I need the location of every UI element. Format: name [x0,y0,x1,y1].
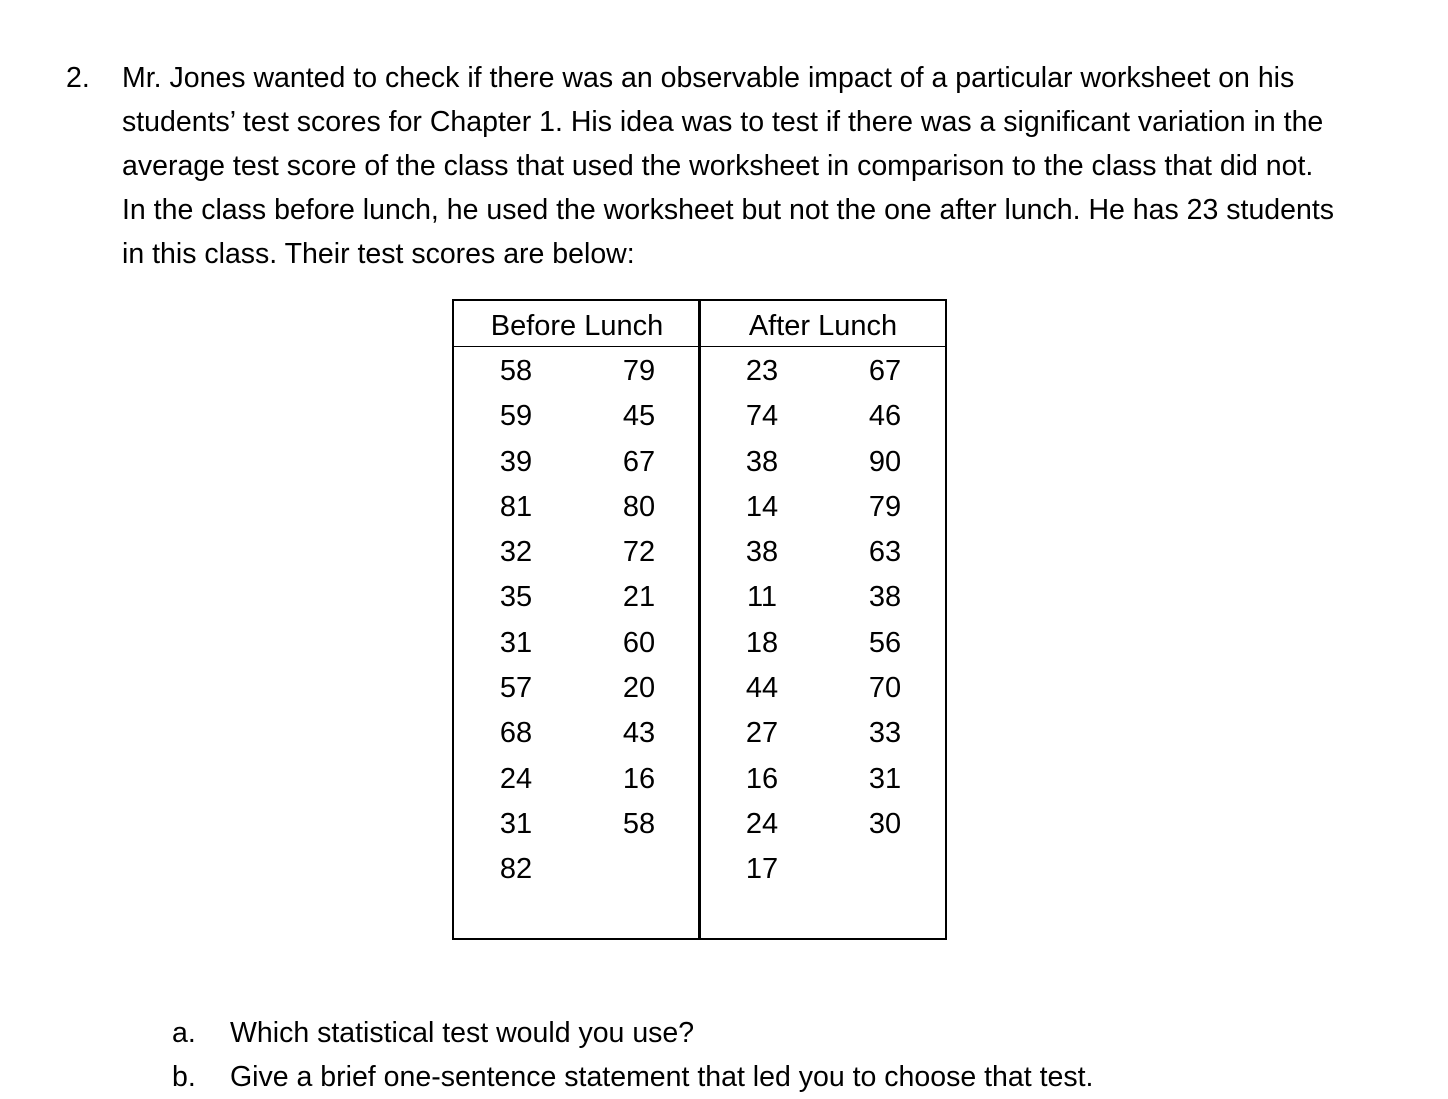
score-cell: 39 [499,445,533,478]
score-cell: 38 [868,581,902,614]
after-lunch-column-1 [732,349,792,893]
score-cell: 23 [745,355,779,387]
score-cell: 82 [499,853,533,886]
score-cell: 16 [622,762,656,795]
score-cell: 18 [745,626,779,659]
score-cell: 31 [499,626,533,659]
score-cell: 43 [622,717,656,750]
score-cell: 17 [745,853,779,886]
score-cell: 31 [868,762,902,795]
score-cell: 80 [622,490,656,523]
score-cell: 63 [868,536,902,569]
score-cell: 24 [499,762,533,795]
score-cell: 20 [622,672,656,705]
score-cell: 67 [622,445,656,478]
before-lunch-column-2 [609,349,669,847]
score-cell: 14 [745,490,779,523]
score-cell: 21 [622,581,656,614]
after-lunch-header: After Lunch [700,301,946,347]
score-cell: 59 [499,400,533,433]
score-cell: 33 [868,717,902,750]
part-a-text: Which statistical test would you use? [230,1017,695,1049]
score-cell: 57 [499,672,533,705]
score-cell: 45 [622,400,656,433]
before-lunch-group [454,301,700,938]
score-cell: 90 [868,445,902,478]
before-lunch-header: Before Lunch [454,301,700,347]
score-cell: 74 [745,400,779,433]
score-cell: 60 [622,626,656,659]
score-cell: 11 [746,581,778,614]
part-a-marker: a. [172,1017,196,1049]
score-cell: 32 [499,536,533,569]
score-cell: 67 [868,355,902,387]
before-lunch-column-1 [486,349,546,893]
score-cell: 30 [868,807,902,840]
score-cell: 38 [745,445,779,478]
score-cell: 44 [745,672,779,705]
score-cell: 35 [499,581,533,614]
question-text: Mr. Jones wanted to check if there was an observable impact of a particular worksheet on his students’ test scores for Chapter 1. His idea was to test if there was a significant variation in the average test score of the class that used the worksheet in comparison to the class that did not. In the class before lunch, he used the worksheet but not the one after lunch. He has 23 students in this class. Their test scores are below: [122,62,1335,270]
score-cell: 38 [745,536,779,569]
score-cell: 31 [499,807,533,840]
score-cell: 56 [868,626,902,659]
score-cell: 68 [499,717,533,750]
question-number: 2. [66,62,90,94]
after-lunch-column-2 [855,349,915,847]
score-cell: 27 [745,717,779,750]
score-cell: 79 [868,490,902,523]
score-cell: 46 [868,400,902,433]
part-b-marker: b. [172,1061,196,1093]
question-block [66,56,1436,276]
score-cell: 58 [499,355,533,387]
score-cell: 70 [868,672,902,705]
score-cell: 72 [622,536,656,569]
part-b-text: Give a brief one-sentence statement that led you to choose that test. [230,1061,1094,1093]
after-lunch-group [700,301,946,938]
test-scores-table [452,299,947,940]
score-cell: 58 [622,807,656,840]
score-cell: 16 [745,762,779,795]
score-cell: 79 [622,355,656,387]
score-cell: 81 [499,490,533,523]
score-cell: 24 [745,807,779,840]
